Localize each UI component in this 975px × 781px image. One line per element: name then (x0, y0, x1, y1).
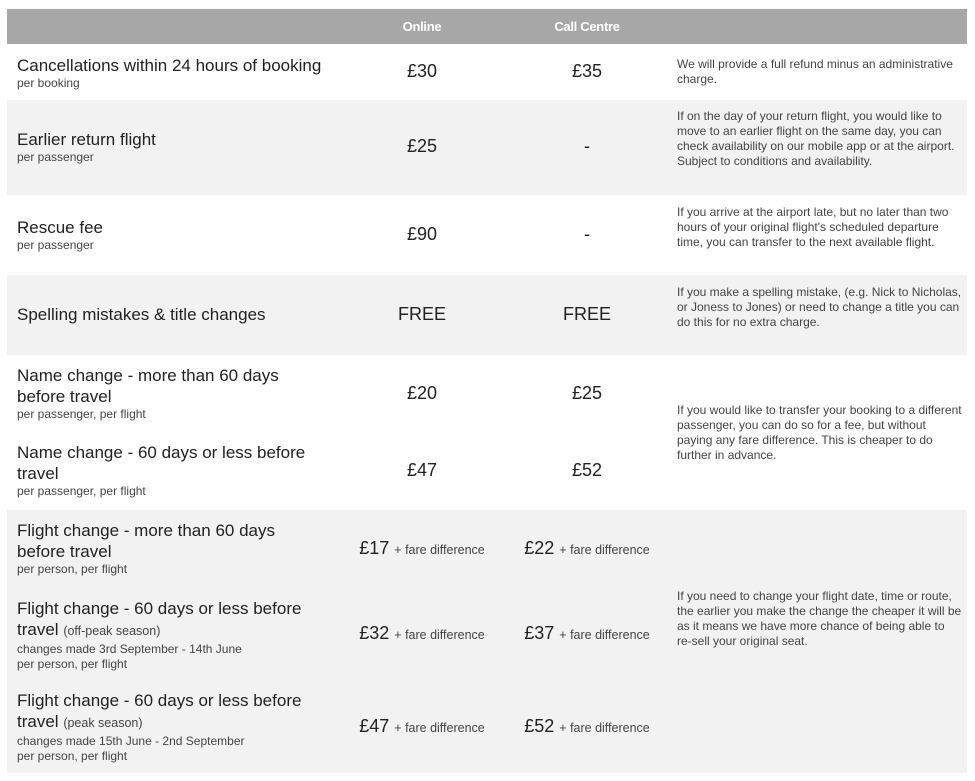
fee-title: Earlier return flight (17, 130, 156, 149)
price-amount: £47 (359, 716, 390, 736)
row-spelling-mistakes (7, 275, 967, 355)
fee-basis: per passenger (17, 150, 94, 164)
online-column-header: Online (402, 19, 442, 34)
row-label (17, 217, 103, 253)
fee-title-cont (17, 711, 301, 734)
fee-description: If you make a spelling mistake, (e.g. Nick to Nicholas, or Joness to Jones) or need to change a title you can do this for no extra charge. (677, 285, 962, 329)
online-price (337, 623, 507, 644)
row-label (17, 55, 321, 91)
call-centre-column-header: Call Centre (554, 19, 620, 34)
call-centre-price: - (584, 136, 590, 156)
online-price: £20 (406, 383, 438, 403)
fare-difference-note: + fare difference (394, 721, 485, 735)
row-label (17, 442, 305, 499)
fee-title: Spelling mistakes & title changes (17, 305, 266, 324)
row-label (17, 365, 279, 422)
fare-difference-note: + fare difference (559, 628, 650, 642)
call-centre-price: FREE (562, 304, 611, 324)
online-price: FREE (397, 304, 446, 324)
row-label (17, 129, 156, 165)
season-dates: changes made 15th June - 2nd September (17, 734, 245, 748)
table-header (7, 9, 967, 44)
call-centre-price (502, 716, 672, 737)
fee-description: If you need to change your flight date, time or route, the earlier you make the change the cheaper it will be as it means we have more chance of being able to re-sell your original seat. (677, 589, 962, 648)
online-price: £25 (406, 136, 438, 156)
fee-title: Flight change - 60 days or less before (17, 691, 302, 710)
fee-title: Flight change - 60 days or less before (17, 599, 302, 618)
call-centre-price: £52 (571, 460, 603, 480)
group-flight-change (7, 510, 967, 773)
row-rescue-fee (7, 195, 967, 275)
call-centre-price: £35 (571, 61, 603, 81)
fee-title: Cancellations within 24 hours of booking (17, 56, 322, 75)
price-amount: £52 (524, 716, 555, 736)
call-centre-price: £25 (571, 383, 603, 403)
fare-difference-note: + fare difference (559, 721, 650, 735)
price-amount: £32 (359, 623, 390, 643)
fee-basis: per passenger (17, 238, 94, 252)
price-amount: £22 (524, 538, 555, 558)
row-label (17, 598, 301, 672)
price-amount: £17 (359, 538, 390, 558)
call-centre-price (502, 538, 672, 559)
fee-title-cont (17, 619, 301, 642)
fee-basis: per passenger, per flight (17, 407, 146, 421)
group-name-change (7, 355, 967, 510)
fee-basis: per person, per flight (17, 749, 128, 763)
row-earlier-return (7, 100, 967, 195)
fee-title-cont: before travel (17, 542, 112, 561)
online-price: £90 (406, 224, 438, 244)
season-label: (peak season) (63, 716, 143, 730)
fee-description: If you arrive at the airport late, but no later than two hours of your original flight's scheduled departure time, you can transfer to the next available flight. (677, 205, 949, 249)
fee-title: Rescue fee (17, 218, 103, 237)
online-price: £30 (406, 61, 438, 81)
fee-title-word: travel (17, 712, 59, 731)
fee-basis: per booking (17, 76, 80, 90)
row-flight-change-peak (7, 680, 967, 773)
price-amount: £37 (524, 623, 555, 643)
row-label (17, 690, 301, 764)
fees-table (7, 9, 967, 773)
season-dates: changes made 3rd September - 14th June (17, 642, 242, 656)
row-flight-change-more-60 (7, 510, 967, 588)
fee-title-cont: before travel (17, 387, 112, 406)
season-label: (off-peak season) (63, 624, 161, 638)
fee-basis: per passenger, per flight (17, 484, 146, 498)
fare-difference-note: + fare difference (394, 628, 485, 642)
fee-description: We will provide a full refund minus an administrative charge. (677, 57, 953, 86)
fee-title: Name change - 60 days or less before (17, 443, 306, 462)
call-centre-price: - (584, 224, 590, 244)
fee-basis: per person, per flight (17, 562, 128, 576)
online-price (337, 538, 507, 559)
fee-description: If on the day of your return flight, you would like to move to an earlier flight on the same day, you can check availability on our mobile app or at the airport. Subject to conditions and availability. (677, 109, 955, 168)
fee-basis: per person, per flight (17, 657, 128, 671)
fare-difference-note: + fare difference (559, 543, 650, 557)
fee-title-word: travel (17, 620, 59, 639)
fee-title: Flight change - more than 60 days (17, 521, 275, 540)
call-centre-price (502, 623, 672, 644)
fee-title-cont: travel (17, 464, 59, 483)
row-cancellations (7, 44, 967, 100)
fare-difference-note: + fare difference (394, 543, 485, 557)
online-price: £47 (406, 460, 438, 480)
fee-description: If you would like to transfer your booking to a different passenger, you can do so for a fee, but without paying any fare difference. This is cheaper to do further in advance. (677, 403, 962, 462)
row-label (17, 520, 275, 577)
online-price (337, 716, 507, 737)
row-label (17, 304, 266, 325)
fee-title: Name change - more than 60 days (17, 366, 279, 385)
